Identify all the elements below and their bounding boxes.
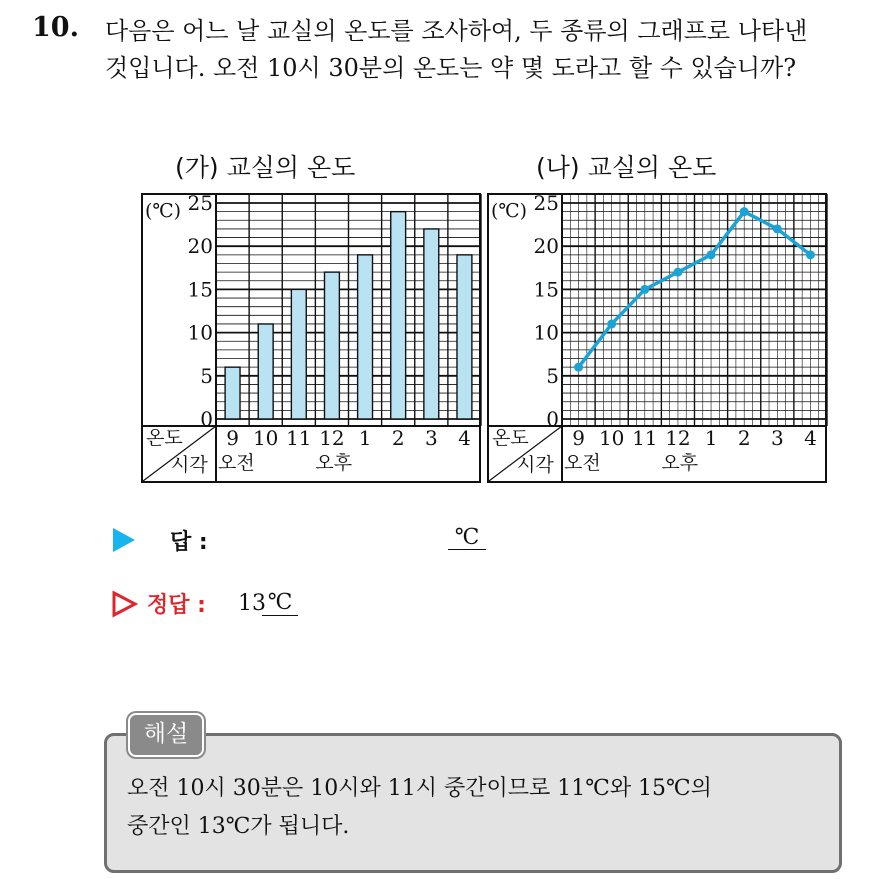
bar-chart-title: (가) 교실의 온도: [175, 153, 356, 182]
x-tick-label: 1: [704, 426, 718, 450]
y-tick-label: 15: [533, 277, 559, 302]
y-tick-label: 5: [546, 363, 559, 388]
y-tick-label: 0: [200, 407, 213, 431]
data-point: [740, 207, 749, 216]
data-point: [640, 285, 649, 294]
x-tick-label: 12: [665, 426, 691, 450]
bar-chart: [141, 193, 481, 483]
period-pm-label: 오후: [315, 452, 353, 474]
explanation-line-2: 중간인 13℃가 됩니다.: [127, 814, 350, 839]
bar: [424, 229, 439, 419]
explanation-line-1: 오전 10시 30분은 10시와 11시 중간이므로 11℃와 15℃의: [127, 776, 712, 801]
x-tick-label: 10: [598, 426, 625, 450]
solution-unit: ℃: [262, 591, 298, 616]
question-line-2: 것입니다. 오전 10시 30분의 온도는 약 몇 도라고 할 수 있습니까?: [105, 54, 797, 82]
solution-value: 13: [238, 591, 266, 616]
y-tick-label: 25: [533, 191, 559, 215]
y-tick-label: 10: [533, 320, 559, 345]
y-tick-label: 20: [187, 234, 213, 259]
header-time: 시각: [171, 454, 208, 476]
question-number: 10.: [32, 12, 79, 43]
x-tick-label: 11: [286, 426, 312, 450]
data-point: [707, 250, 716, 259]
x-tick-label: 2: [737, 426, 751, 450]
x-tick-label: 9: [572, 426, 585, 450]
line-chart-title: (나) 교실의 온도: [536, 153, 717, 182]
answer-label: 답 :: [170, 530, 208, 555]
answer-input-unit[interactable]: ℃: [448, 527, 486, 550]
data-point: [673, 268, 682, 277]
data-point: [806, 250, 815, 259]
bar: [391, 212, 406, 419]
x-tick-label: 4: [804, 426, 817, 450]
period-am-label: 오전: [218, 452, 255, 474]
x-tick-label: 9: [226, 426, 239, 450]
x-tick-label: 10: [252, 426, 279, 450]
x-tick-label: 2: [391, 426, 405, 450]
question-line-1: 다음은 어느 날 교실의 온도를 조사하여, 두 종류의 그래프로 나타낸: [105, 17, 808, 45]
y-tick-label: 0: [546, 407, 559, 431]
x-tick-label: 3: [770, 426, 784, 450]
explanation-tag: 해설: [128, 713, 204, 757]
y-tick-label: 5: [200, 363, 213, 388]
solution-marker-icon: [111, 590, 139, 618]
bar: [258, 324, 273, 419]
period-pm-label: 오후: [661, 452, 699, 474]
y-tick-label: 10: [187, 320, 213, 345]
y-tick-label: 20: [533, 234, 559, 259]
bar: [457, 255, 472, 419]
bar: [324, 272, 339, 419]
y-tick-label: 25: [187, 191, 213, 215]
explanation-text: [127, 770, 832, 846]
period-am-label: 오전: [564, 452, 601, 474]
line-chart: [487, 193, 827, 483]
y-unit-label: (℃): [145, 200, 182, 222]
x-tick-label: 11: [632, 426, 658, 450]
y-tick-label: 15: [187, 277, 213, 302]
header-time: 시각: [517, 454, 554, 476]
header-temperature: 온도: [146, 427, 183, 449]
bar: [225, 367, 240, 419]
y-unit-label: (℃): [491, 200, 528, 222]
x-tick-label: 1: [358, 426, 372, 450]
data-point: [574, 363, 583, 372]
answer-marker-icon: [111, 527, 137, 553]
data-point: [607, 319, 616, 328]
header-temperature: 온도: [492, 427, 529, 449]
data-point: [773, 224, 782, 233]
solution-label: 정답 :: [147, 593, 206, 618]
bar: [358, 255, 373, 419]
question-text: [105, 13, 875, 87]
x-tick-label: 4: [458, 426, 471, 450]
x-tick-label: 12: [319, 426, 345, 450]
bar: [291, 289, 306, 419]
x-tick-label: 3: [424, 426, 438, 450]
